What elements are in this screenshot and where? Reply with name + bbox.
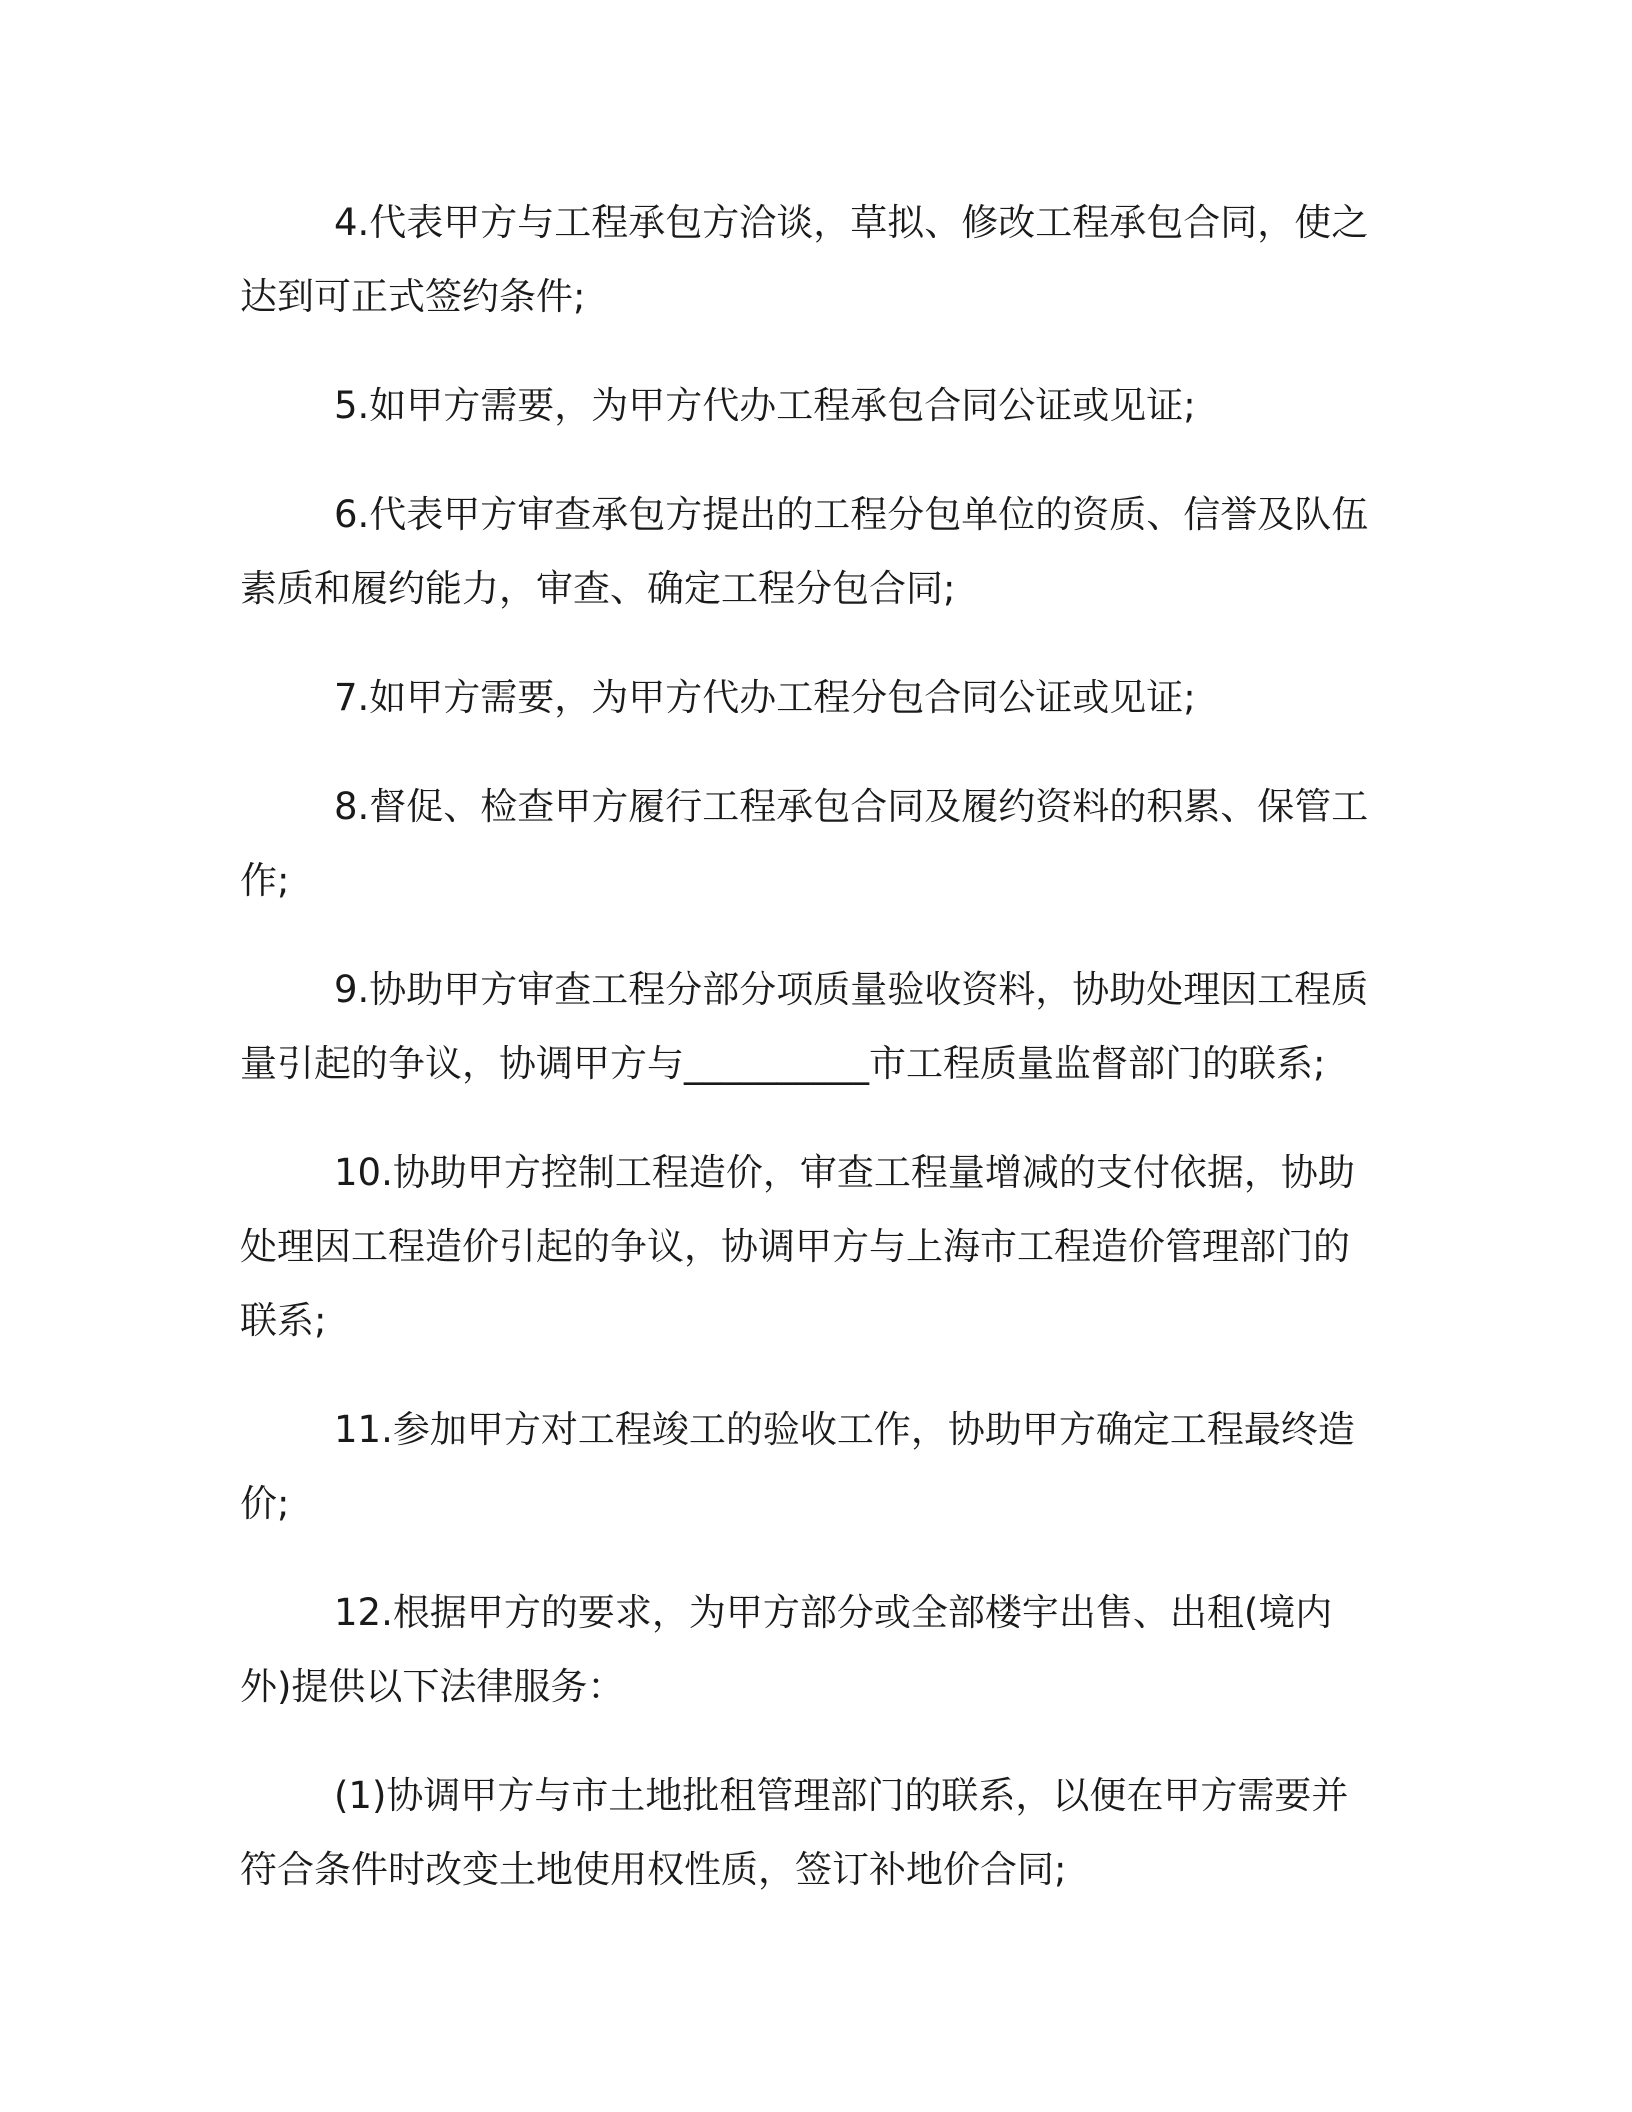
paragraph-item-7: 7.如甲方需要，为甲方代办工程分包合同公证或见证;	[334, 676, 1196, 719]
paragraph-item-8: 8.督促、检查甲方履行工程承包合同及履约资料的积累、保管工作;	[240, 785, 1369, 902]
paragraph-item-6: 6.代表甲方审查承包方提出的工程分包单位的资质、信誉及队伍素质和履约能力，审查、确定工程分包合同;	[240, 493, 1369, 610]
paragraph-item-12: 12.根据甲方的要求，为甲方部分或全部楼宇出售、出租(境内外)提供以下法律服务：	[240, 1591, 1333, 1708]
paragraph-item-5: 5.如甲方需要，为甲方代办工程承包合同公证或见证;	[334, 384, 1196, 427]
paragraph-item-4: 4.代表甲方与工程承包方洽谈，草拟、修改工程承包合同，使之达到可正式签约条件;	[240, 201, 1369, 318]
paragraph-item-10: 10.协助甲方控制工程造价，审查工程量增减的支付依据，协助处理因工程造价引起的争议，协调甲方与上海市工程造价管理部门的联系;	[240, 1151, 1355, 1342]
document-body	[240, 186, 1382, 1942]
paragraph-subitem-1: (1)协调甲方与市土地批租管理部门的联系，以便在甲方需要并符合条件时改变土地使用权性质，签订补地价合同;	[240, 1774, 1349, 1891]
paragraph-item-9: 9.协助甲方审查工程分部分项质量验收资料，协助处理因工程质量引起的争议，协调甲方与__________市工程质量监督部门的联系;	[240, 968, 1369, 1085]
paragraph-item-11: 11.参加甲方对工程竣工的验收工作，协助甲方确定工程最终造价;	[240, 1408, 1355, 1525]
